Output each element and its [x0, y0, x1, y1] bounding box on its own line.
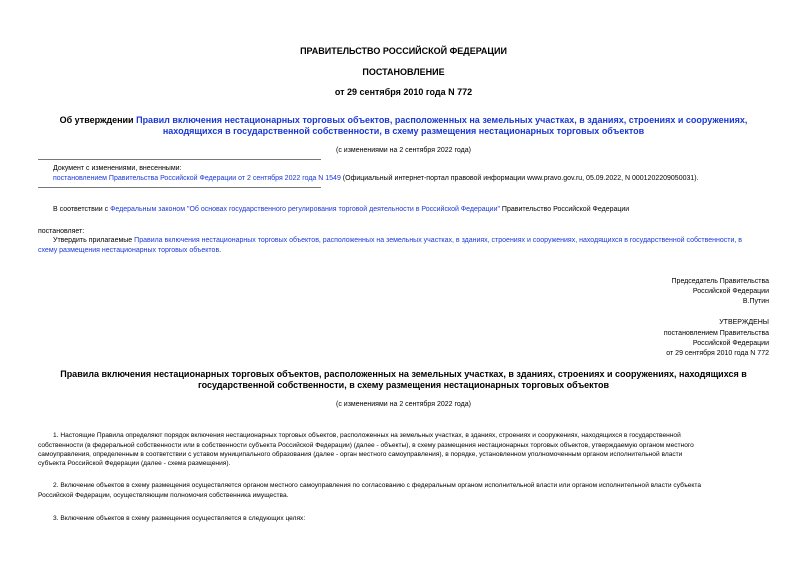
- paragraph-2-line2: Российской Федерации, осуществляющим полномочия собственника имущества.: [38, 492, 289, 499]
- amendment-link[interactable]: постановлением Правительства Российской Федерации от 2 сентября 2022 года N 1549: [53, 175, 341, 182]
- approve-rules-link[interactable]: Правила включения нестационарных торговых объектов, расположенных на земельных участках, в зданиях, строениях и сооружениях, находящихся в государственной собственности, в: [134, 237, 743, 244]
- approve-suffix: .: [219, 247, 222, 254]
- amendments-intro: Документ с изменениями, внесенными:: [53, 165, 182, 172]
- preamble-prefix: В соответствии с: [53, 206, 111, 213]
- paragraph-1-line4: субъекта Российской Федерации (далее - схема размещения).: [38, 460, 231, 467]
- approve-line2: [38, 246, 221, 255]
- signature-name: В.Путин: [742, 298, 769, 305]
- revision-note: (с изменениями на 2 сентября 2022 года): [336, 147, 471, 154]
- rules-revision-note: (с изменениями на 2 сентября 2022 года): [336, 401, 471, 408]
- paragraph-1-line1: 1. Настоящие Правила определяют порядок включения нестационарных торговых объектов, расположенных на земельных участках, в зданиях, строениях и сооружениях, находящихся в государственной: [53, 432, 681, 439]
- divider-bottom: [38, 187, 321, 188]
- signature-line2: Российской Федерации: [692, 288, 769, 295]
- document-date-number: от 29 сентября 2010 года N 772: [334, 87, 473, 97]
- title-link-rules-cont[interactable]: находящихся в государственной собственности, в схему размещения нестационарных торговых объектов: [162, 126, 645, 136]
- approved-line2: постановлением Правительства: [663, 330, 769, 337]
- paragraph-3-line1: 3. Включение объектов в схему размещения осуществляется в следующих целях:: [53, 515, 306, 522]
- title-prefix: Об утверждении: [59, 115, 137, 125]
- approve-rules-link-cont[interactable]: схему размещения нестационарных торговых объектов: [38, 247, 220, 254]
- signature-line1: Председатель Правительства: [671, 278, 769, 285]
- approved-line4: от 29 сентября 2010 года N 772: [666, 350, 769, 357]
- federal-law-link[interactable]: Федеральным законом "Об основах государственного регулирования торговой деятельности в Российской Федерации": [110, 206, 500, 213]
- document-title: [0, 115, 807, 126]
- preamble-suffix: Правительство Российской Федерации: [499, 206, 630, 213]
- rules-title-line1: Правила включения нестационарных торговых объектов, расположенных на земельных участках, в зданиях, строениях и сооружениях, находящихся в: [60, 369, 747, 379]
- divider-top: [38, 159, 321, 160]
- document-type: ПОСТАНОВЛЕНИЕ: [362, 67, 445, 77]
- paragraph-1-line3: самоуправления, определенным в соответствии с уставом муниципального образования (далее - орган местного самоуправления), в порядке, установленном уполномоченным органом исполнительной власти: [38, 451, 683, 458]
- amendments-line: [53, 174, 699, 183]
- resolves-text: постановляет:: [38, 228, 85, 235]
- paragraph-2-line1: 2. Включение объектов в схему размещения осуществляется органом местного самоуправления по согласованию с федеральным органом исполнительной власти или органом исполнительной власти субъекта: [53, 482, 701, 489]
- approved-label: УТВЕРЖДЕНЫ: [719, 319, 769, 326]
- paragraph-1-line2: собственности (в федеральной собственности или в собственности субъекта Российской Федерации) (далее - объекты), в схему размещения нестационарных торговых объектов, утверждаемую органом местного: [38, 442, 694, 449]
- preamble: [53, 205, 629, 214]
- government-name: ПРАВИТЕЛЬСТВО РОССИЙСКОЙ ФЕДЕРАЦИИ: [300, 46, 507, 56]
- approved-line3: Российской Федерации: [692, 340, 769, 347]
- document-title-line2: [0, 126, 807, 137]
- title-link-rules[interactable]: Правил включения нестационарных торговых объектов, расположенных на земельных участках, в зданиях, строениях и сооружениях,: [136, 115, 748, 125]
- approve-prefix: Утвердить прилагаемые: [53, 237, 135, 244]
- rules-title-line2: государственной собственности, в схему размещения нестационарных торговых объектов: [197, 380, 610, 390]
- amendment-source: (Официальный интернет-портал правовой информации www.pravo.gov.ru, 05.09.2022, N 0001202209050031).: [340, 175, 699, 182]
- approve-line1: [53, 236, 742, 245]
